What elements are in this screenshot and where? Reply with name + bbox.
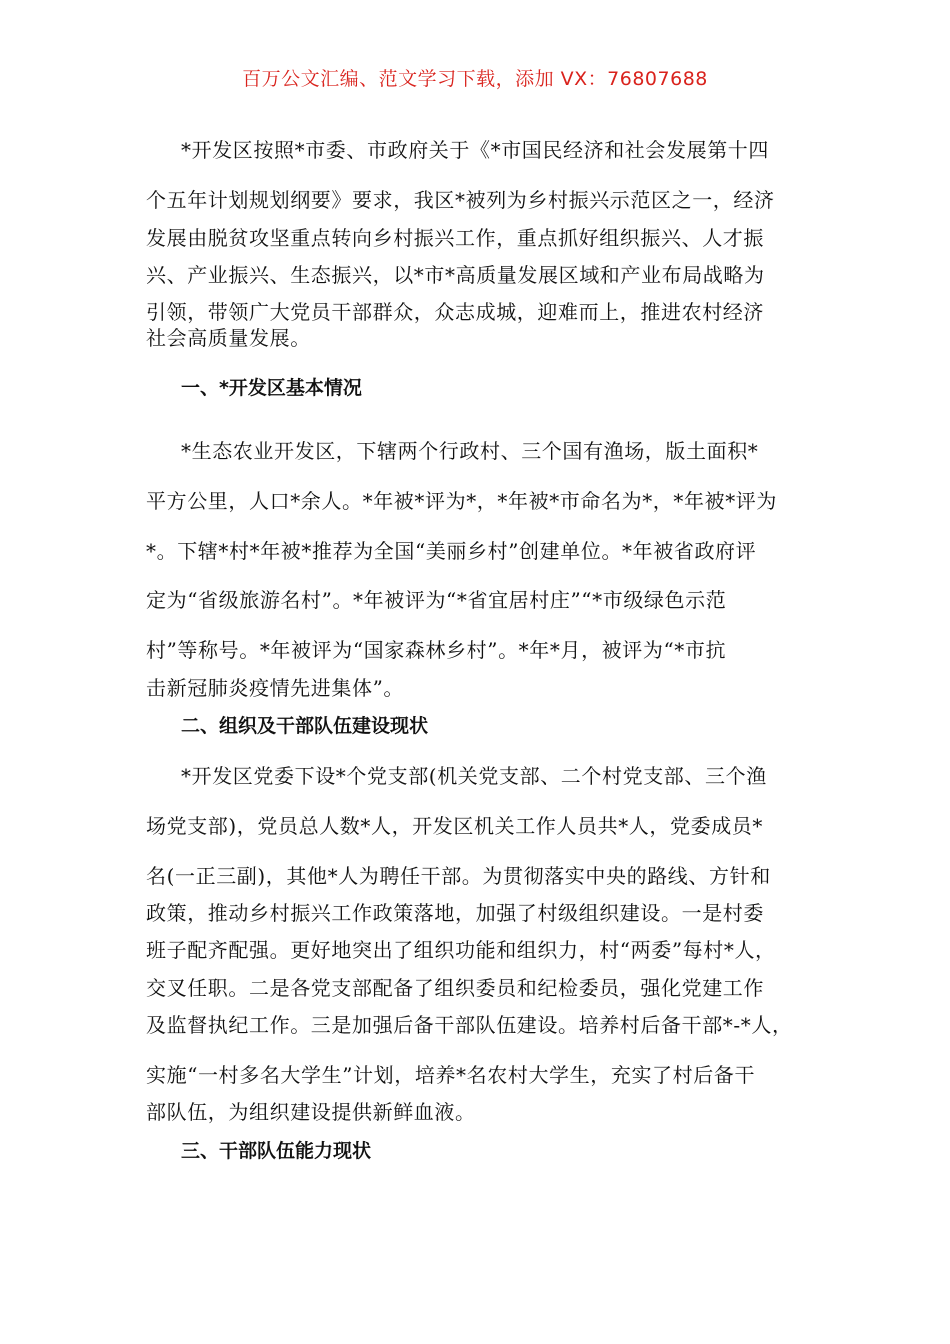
body-line: 击新冠肺炎疫情先进集体”。 bbox=[146, 676, 405, 700]
section-heading: 一、*开发区基本情况 bbox=[181, 377, 362, 399]
body-line: 平方公里，人口*余人。*年被*评为*，*年被*市命名为*，*年被*评为 bbox=[146, 489, 777, 513]
body-line: 实施“一村多名大学生”计划，培养*名农村大学生，充实了村后备干 bbox=[146, 1063, 756, 1087]
section-heading: 三、干部队伍能力现状 bbox=[181, 1140, 372, 1162]
body-line: 场党支部)，党员总人数*人，开发区机关工作人员共*人，党委成员* bbox=[146, 814, 764, 838]
body-line: 班子配齐配强。更好地突出了组织功能和组织力，村“两委”每村*人， bbox=[146, 938, 776, 962]
body-line: *开发区党委下设*个党支部(机关党支部、二个村党支部、三个渔 bbox=[181, 764, 767, 788]
body-line: 名(一正三副)，其他*人为聘任干部。为贯彻落实中央的路线、方针和 bbox=[146, 864, 771, 888]
section-heading: 二、组织及干部队伍建设现状 bbox=[181, 715, 429, 737]
body-line: 村”等称号。*年被评为“国家森林乡村”。*年*月，被评为“*市抗 bbox=[146, 638, 727, 662]
intro-line: 社会高质量发展。 bbox=[146, 326, 311, 350]
body-line: *。下辖*村*年被*推荐为全国“美丽乡村”创建单位。*年被省政府评 bbox=[146, 539, 757, 563]
header-banner: 百万公文汇编、范文学习下载，添加 VX：76807688 bbox=[242, 68, 708, 90]
body-line: 及监督执纪工作。三是加强后备干部队伍建设。培养村后备干部*-*人， bbox=[146, 1013, 793, 1037]
body-line: 定为“省级旅游名村”。*年被评为“*省宜居村庄”“*市级绿色示范 bbox=[146, 588, 727, 612]
body-line: *生态农业开发区，下辖两个行政村、三个国有渔场，版土面积* bbox=[181, 439, 759, 463]
body-line: 政策，推动乡村振兴工作政策落地，加强了村级组织建设。一是村委 bbox=[146, 901, 764, 925]
intro-line: 引领，带领广大党员干部群众，众志成城，迎难而上，推进农村经济 bbox=[146, 300, 764, 324]
intro-line: 兴、产业振兴、生态振兴，以*市*高质量发展区域和产业布局战略为 bbox=[146, 263, 765, 287]
body-line: 部队伍，为组织建设提供新鲜血液。 bbox=[146, 1100, 476, 1124]
body-line: 交叉任职。二是各党支部配备了组织委员和纪检委员，强化党建工作 bbox=[146, 976, 764, 1000]
intro-line: *开发区按照*市委、市政府关于《*市国民经济和社会发展第十四 bbox=[181, 138, 769, 162]
intro-line: 发展由脱贫攻坚重点转向乡村振兴工作，重点抓好组织振兴、人才振 bbox=[146, 226, 764, 250]
intro-line: 个五年计划规划纲要》要求，我区*被列为乡村振兴示范区之一，经济 bbox=[146, 188, 775, 212]
